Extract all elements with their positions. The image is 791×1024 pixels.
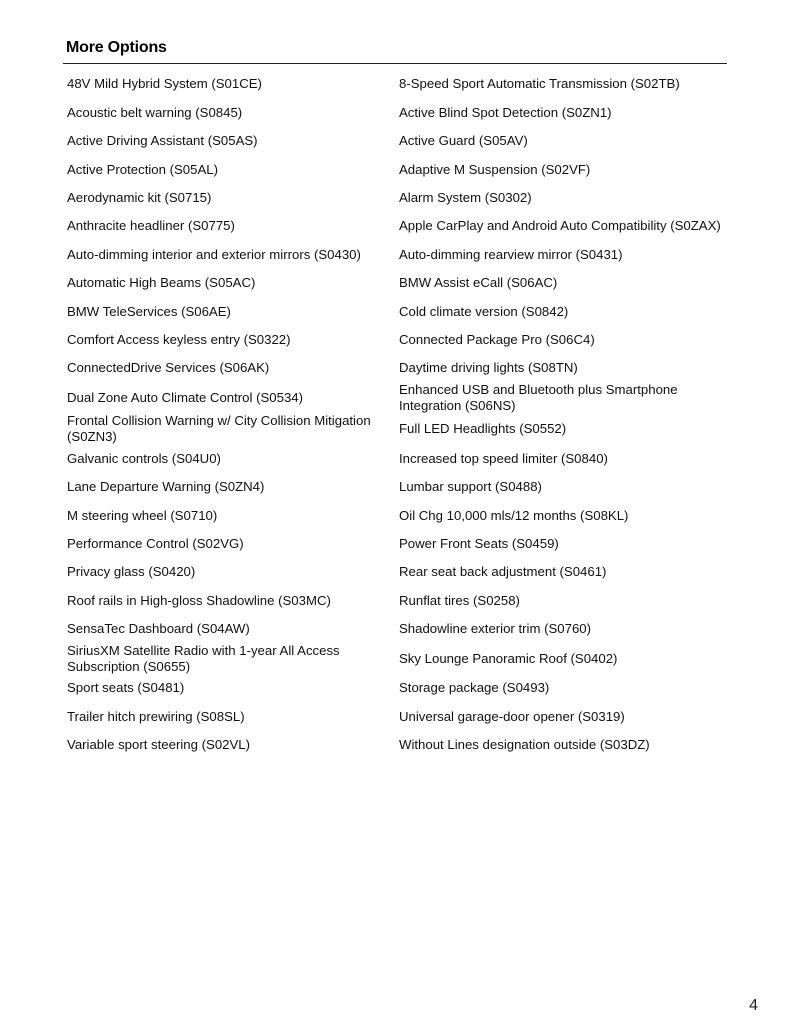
option-item-left: Privacy glass (S0420)	[67, 564, 196, 580]
option-item-left: Roof rails in High-gloss Shadowline (S03MC)	[67, 592, 331, 608]
option-item-right: Daytime driving lights (S08TN)	[399, 360, 578, 376]
option-row	[63, 297, 727, 325]
option-item-right: Increased top speed limiter (S0840)	[399, 450, 608, 466]
section-title: More Options	[66, 39, 167, 56]
option-row	[63, 558, 727, 586]
option-item-right: Oil Chg 10,000 mls/12 months (S08KL)	[399, 507, 629, 523]
title-divider	[63, 63, 727, 64]
option-row	[63, 473, 727, 501]
option-row	[63, 382, 727, 413]
option-item-left: Galvanic controls (S04U0)	[67, 450, 221, 466]
option-item-right: Enhanced USB and Bluetooth plus Smartphone Integration (S06NS)	[399, 382, 678, 413]
option-item-left: Automatic High Beams (S05AC)	[67, 275, 256, 291]
option-row	[63, 674, 727, 702]
option-item-right: Shadowline exterior trim (S0760)	[399, 621, 592, 637]
option-item-left: Frontal Collision Warning w/ City Collision Mitigation (S0ZN3)	[67, 413, 371, 444]
option-item-right: Active Guard (S05AV)	[399, 133, 528, 149]
option-item-right: Cold climate version (S0842)	[399, 303, 569, 319]
option-item-right: Active Blind Spot Detection (S0ZN1)	[399, 104, 612, 120]
option-row	[63, 155, 727, 183]
option-item-left: Comfort Access keyless entry (S0322)	[67, 331, 291, 347]
option-item-right: Storage package (S0493)	[399, 680, 550, 696]
option-row	[63, 702, 727, 730]
option-item-right: Without Lines designation outside (S03DZ)	[399, 737, 650, 753]
option-item-right: Alarm System (S0302)	[399, 190, 532, 205]
option-row	[63, 413, 727, 444]
option-row	[63, 529, 727, 557]
option-row	[63, 586, 727, 614]
option-item-right: 8-Speed Sport Automatic Transmission (S02TB)	[399, 76, 680, 92]
option-item-left: ConnectedDrive Services (S06AK)	[67, 360, 270, 376]
option-item-left: SiriusXM Satellite Radio with 1-year All Access Subscription (S0655)	[67, 643, 340, 674]
option-item-left: 48V Mild Hybrid System (S01CE)	[67, 76, 262, 92]
option-row	[63, 731, 727, 759]
option-item-right: Universal garage-door opener (S0319)	[399, 708, 625, 724]
options-list	[63, 70, 727, 759]
option-row	[63, 184, 727, 212]
option-row	[63, 354, 727, 382]
option-row	[63, 643, 727, 674]
option-row	[63, 326, 727, 354]
option-item-left: Trailer hitch prewiring (S08SL)	[67, 708, 245, 724]
option-item-left: Lane Departure Warning (S0ZN4)	[67, 479, 265, 495]
option-item-right: Sky Lounge Panoramic Roof (S0402)	[399, 650, 618, 666]
option-item-left: Sport seats (S0481)	[67, 680, 185, 696]
option-item-right: Connected Package Pro (S06C4)	[399, 331, 595, 347]
option-row	[63, 240, 727, 268]
option-row	[63, 501, 727, 529]
option-item-right: BMW Assist eCall (S06AC)	[399, 275, 558, 291]
option-item-left: Aerodynamic kit (S0715)	[67, 190, 212, 205]
option-row	[63, 212, 727, 240]
option-item-left: SensaTec Dashboard (S04AW)	[67, 621, 250, 637]
option-item-left: M steering wheel (S0710)	[67, 507, 218, 523]
option-row	[63, 70, 727, 98]
page-number: 4	[749, 997, 758, 1014]
option-item-left: Anthracite headliner (S0775)	[67, 218, 235, 234]
option-item-left: Active Protection (S05AL)	[67, 161, 218, 177]
option-item-right: Lumbar support (S0488)	[399, 479, 542, 495]
option-item-right: Runflat tires (S0258)	[399, 592, 520, 608]
option-row	[63, 444, 727, 472]
option-item-left: Acoustic belt warning (S0845)	[67, 104, 243, 120]
option-row	[63, 269, 727, 297]
option-row	[63, 98, 727, 126]
option-item-right: Rear seat back adjustment (S0461)	[399, 564, 607, 580]
option-row	[63, 127, 727, 155]
option-item-left: Auto-dimming interior and exterior mirrors (S0430)	[67, 246, 361, 262]
option-item-left: Performance Control (S02VG)	[67, 535, 244, 551]
option-item-right: Full LED Headlights (S0552)	[399, 421, 567, 437]
option-item-left: Active Driving Assistant (S05AS)	[67, 133, 258, 149]
option-item-left: Variable sport steering (S02VL)	[67, 737, 251, 753]
option-item-right: Apple CarPlay and Android Auto Compatibility (S0ZAX)	[399, 218, 721, 234]
option-row	[63, 615, 727, 643]
option-item-left: Dual Zone Auto Climate Control (S0534)	[67, 390, 304, 406]
option-item-right: Auto-dimming rearview mirror (S0431)	[399, 246, 623, 262]
option-item-right: Adaptive M Suspension (S02VF)	[399, 161, 591, 177]
option-item-right: Power Front Seats (S0459)	[399, 535, 559, 551]
option-item-left: BMW TeleServices (S06AE)	[67, 303, 231, 319]
